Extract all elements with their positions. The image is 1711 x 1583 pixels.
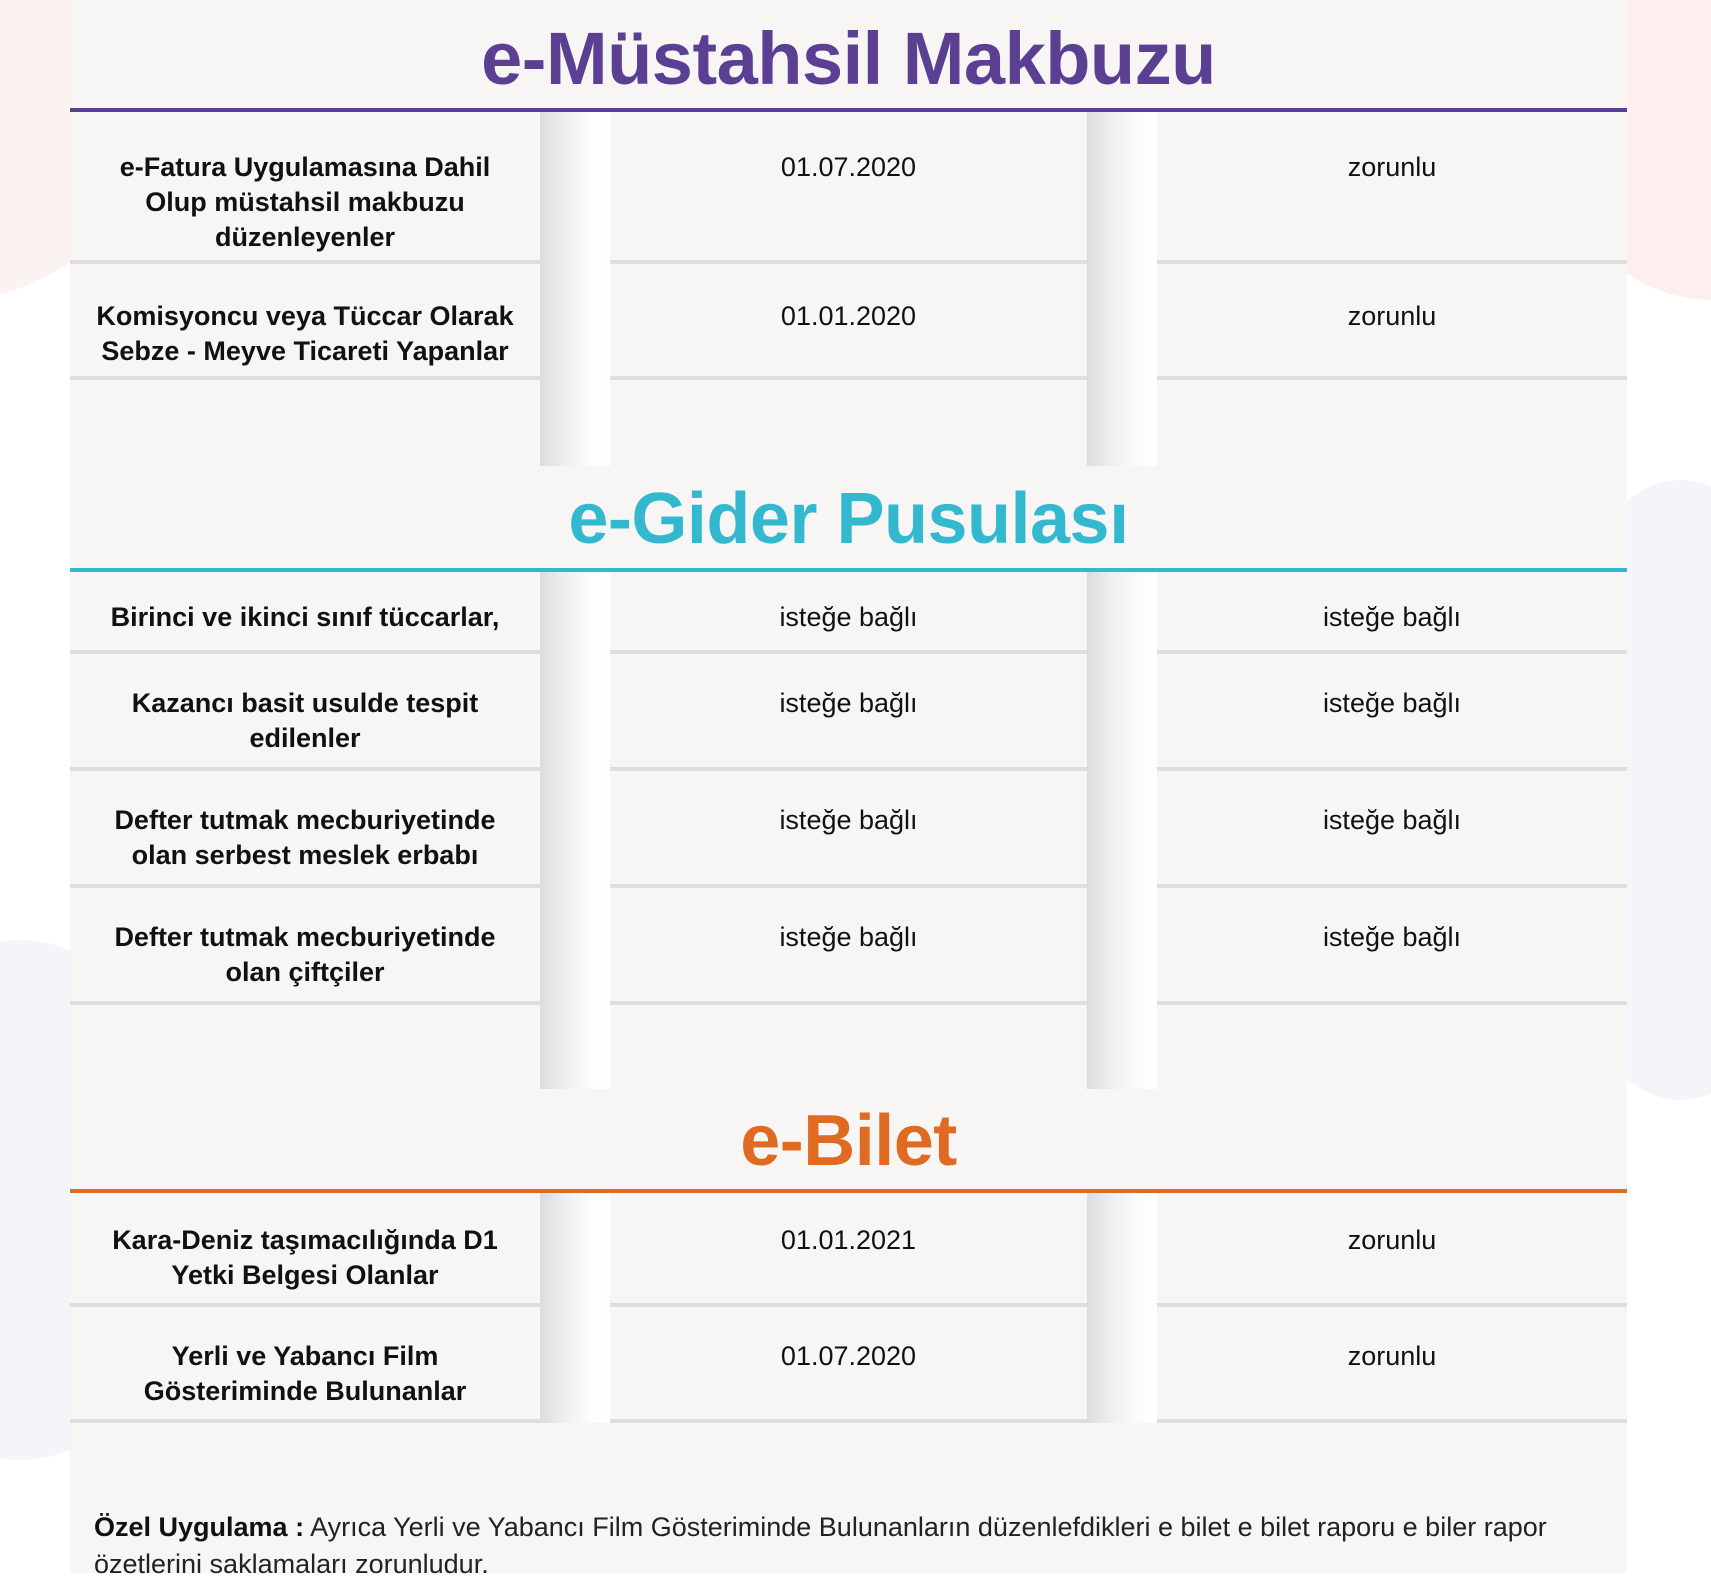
column-divider xyxy=(1087,1193,1157,1307)
row-status: isteğe bağlı xyxy=(1322,922,1462,952)
row-date: isteğe bağlı xyxy=(779,688,918,718)
section-title-e-mustahsil: e-Müstahsil Makbuzu xyxy=(70,0,1627,112)
column-divider xyxy=(1087,572,1157,654)
column-divider xyxy=(1087,771,1157,888)
column-divider xyxy=(1087,888,1157,1005)
row-date: 01.01.2021 xyxy=(780,1225,917,1255)
table-row xyxy=(70,572,1627,654)
table-spacer xyxy=(70,380,1627,462)
row-label: Yerli ve Yabancı Film Gösteriminde Bulunanlar xyxy=(143,1341,467,1406)
row-status: zorunlu xyxy=(1347,1225,1437,1255)
row-status: isteğe bağlı xyxy=(1322,805,1462,835)
row-date: 01.01.2020 xyxy=(780,301,917,331)
column-divider xyxy=(540,572,610,654)
row-status: zorunlu xyxy=(1347,1341,1437,1371)
row-date: isteğe bağlı xyxy=(779,602,918,632)
table-row xyxy=(70,888,1627,1005)
row-label: Komisyoncu veya Tüccar Olarak Sebze - Meyve Ticareti Yapanlar xyxy=(96,301,514,366)
table-e-gider xyxy=(70,572,1627,1085)
row-label: Kara-Deniz taşımacılığında D1 Yetki Belgesi Olanlar xyxy=(112,1225,498,1290)
table-row xyxy=(70,771,1627,888)
table-row xyxy=(70,1307,1627,1423)
row-status: isteğe bağlı xyxy=(1322,602,1462,632)
column-divider xyxy=(1087,1307,1157,1423)
note-label: Özel Uygulama : xyxy=(94,1512,305,1542)
section-title-e-gider: e-Gider Pusulası xyxy=(70,462,1627,572)
row-label: Birinci ve ikinci sınıf tüccarlar, xyxy=(110,602,500,632)
row-status: isteğe bağlı xyxy=(1322,688,1462,718)
table-row xyxy=(70,112,1627,264)
column-divider xyxy=(540,112,610,264)
column-divider xyxy=(540,888,610,1005)
column-divider xyxy=(540,1307,610,1423)
row-status: zorunlu xyxy=(1347,301,1437,331)
section-title-e-bilet: e-Bilet xyxy=(70,1085,1627,1193)
row-date: isteğe bağlı xyxy=(779,922,918,952)
column-divider xyxy=(540,264,610,380)
column-divider xyxy=(1087,112,1157,264)
table-e-bilet xyxy=(70,1193,1627,1423)
table-row xyxy=(70,1193,1627,1307)
column-divider xyxy=(540,654,610,771)
row-date: 01.07.2020 xyxy=(780,152,917,182)
column-divider xyxy=(1087,264,1157,380)
column-divider xyxy=(540,771,610,888)
note-text: Ayrıca Yerli ve Yabancı Film Gösteriminde Bulunanların düzenlefdikleri e bilet e bilet raporu e biler rapor özetlerini saklamaları zorunludur. xyxy=(94,1512,1547,1579)
row-date: 01.07.2020 xyxy=(780,1341,917,1371)
table-spacer xyxy=(70,1005,1627,1085)
row-label: Defter tutmak mecburiyetinde olan serbest meslek erbabı xyxy=(114,805,496,870)
table-row xyxy=(70,654,1627,771)
row-label: Defter tutmak mecburiyetinde olan çiftçiler xyxy=(114,922,496,987)
row-status: zorunlu xyxy=(1347,152,1437,182)
row-label: Kazancı basit usulde tespit edilenler xyxy=(131,688,479,753)
column-divider xyxy=(1087,654,1157,771)
special-application-note xyxy=(94,1509,1594,1583)
row-date: isteğe bağlı xyxy=(779,805,918,835)
table-row xyxy=(70,264,1627,380)
table-e-mustahsil xyxy=(70,112,1627,462)
content-panel xyxy=(70,0,1627,1579)
column-divider xyxy=(540,1193,610,1307)
row-label: e-Fatura Uygulamasına Dahil Olup müstahsil makbuzu düzenleyenler xyxy=(119,152,491,252)
